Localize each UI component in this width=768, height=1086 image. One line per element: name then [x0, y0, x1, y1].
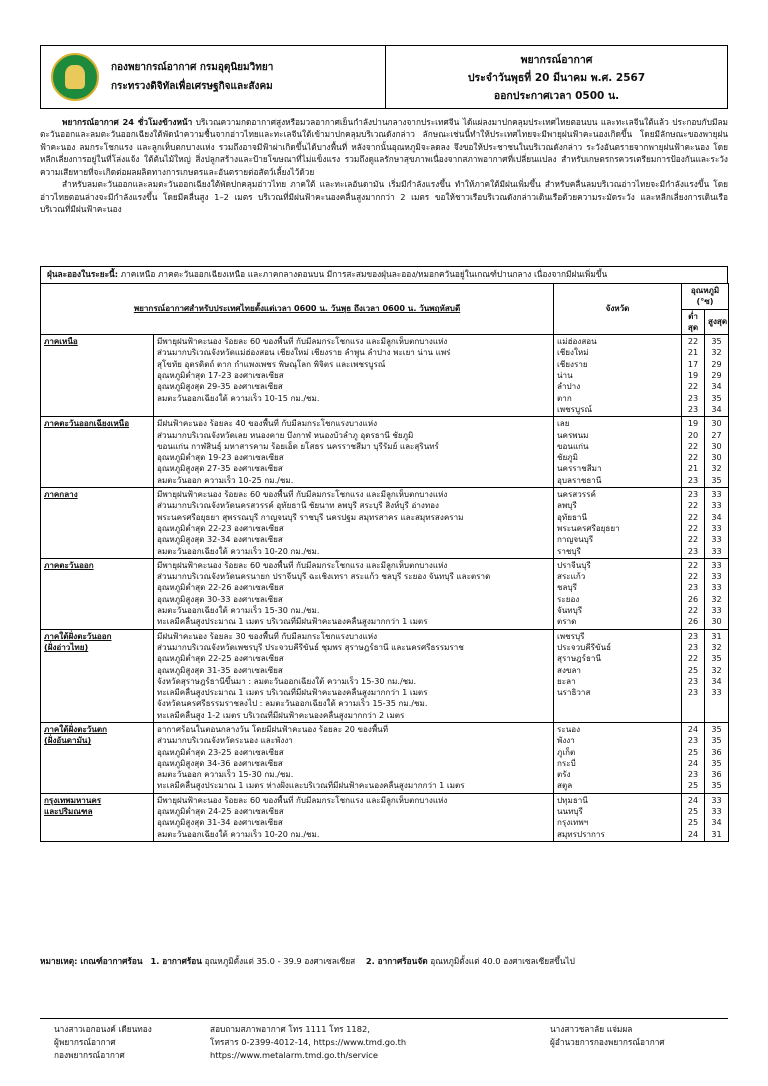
- min-temp-cell: [682, 335, 705, 417]
- region-forecast-line: อุณหภูมิสูงสุด 27-35 องศาเซลเซียส: [157, 463, 283, 474]
- doc-date: ประจำวันพุธที่ 20 มีนาคม พ.ศ. 2567: [467, 71, 646, 84]
- min-temp-cell-line: 22: [687, 381, 699, 392]
- province-list-line: สมุทรปราการ: [557, 828, 605, 839]
- province-list-line: ตราด: [557, 616, 577, 627]
- province-list: [554, 558, 682, 629]
- region-forecast-line: มีพายุฝนฟ้าคะนอง ร้อยละ 60 ของพื้นที่ กับมีลมกระโชกแรง และมีลูกเห็บตกบางแห่ง: [157, 489, 448, 500]
- max-temp-cell-line: 32: [711, 463, 722, 474]
- min-temp-cell-line: 23: [687, 735, 699, 746]
- min-temp-cell-line: 24: [687, 757, 699, 768]
- max-temp-cell-line: 34: [711, 675, 722, 686]
- province-list: [554, 488, 682, 559]
- max-temp-cell-line: 33: [711, 806, 722, 817]
- min-temp-cell-line: 24: [687, 828, 699, 839]
- min-temp-cell-line: 21: [687, 463, 699, 474]
- province-list-line: สุราษฎร์ธานี: [557, 653, 601, 664]
- forecaster-title: ผู้พยากรณ์อากาศ: [54, 1036, 116, 1047]
- region-forecast: [154, 335, 554, 417]
- region-forecast-line: อากาศร้อนในตอนกลางวัน โดยมีฝนฟ้าคะนอง ร้อยละ 20 ของพื้นที่: [157, 723, 389, 734]
- dust-text: ภาคเหนือ ภาคตะวันออกเฉียงเหนือ และภาคกลางตอนบน มีการสะสมของฝุ่นละออง/หมอกควันอยู่ในเกณฑ์ปานกลาง เนื่องจากมีฝนเพิ่มขึ้น: [118, 269, 608, 279]
- doc-issue-time: ออกประกาศเวลา 0500 น.: [493, 89, 620, 102]
- region-name-line: ภาคใต้ฝั่งตะวันตก: [44, 723, 108, 734]
- province-list-line: ลำปาง: [557, 381, 581, 392]
- min-temp-cell-line: 23: [687, 687, 699, 698]
- province-list-line: ขอนแก่น: [557, 440, 589, 451]
- max-temp-cell: [705, 488, 729, 559]
- region-name-line: ภาคกลาง: [44, 489, 78, 500]
- min-temp-cell-line: 22: [687, 559, 699, 570]
- region-forecast: [154, 722, 554, 793]
- min-temp-cell: [682, 558, 705, 629]
- region-forecast-line: ลมตะวันออก ความเร็ว 10-25 กม./ชม.: [157, 474, 294, 485]
- forecaster-signature-block: [40, 1019, 210, 1066]
- province-list-line: เลย: [557, 418, 570, 429]
- province-list-line: ราชบุรี: [557, 545, 581, 556]
- max-temp-cell: [705, 558, 729, 629]
- min-temp-cell-line: 19: [687, 370, 699, 381]
- region-row: [41, 417, 729, 488]
- province-list-line: ระยอง: [557, 593, 580, 604]
- min-temp-cell-line: 23: [687, 769, 699, 780]
- province-list-line: กรุงเทพฯ: [557, 817, 589, 828]
- region-name-line: ภาคเหนือ: [44, 336, 78, 347]
- province-list-line: สตูล: [557, 780, 573, 791]
- region-forecast: [154, 488, 554, 559]
- province-list-line: จันทบุรี: [557, 605, 583, 616]
- max-temp-cell-line: 30: [711, 418, 722, 429]
- region-row: [41, 488, 729, 559]
- max-temp-cell-line: 33: [711, 545, 722, 556]
- max-temp-cell-line: 35: [711, 336, 722, 347]
- region-forecast-line: ลมตะวันออกเฉียงใต้ ความเร็ว 15-30 กม./ชม.: [157, 605, 320, 616]
- min-temp-cell-line: 25: [687, 780, 699, 791]
- province-list-line: ภูเก็ต: [557, 746, 576, 757]
- min-temp-cell-line: 22: [687, 653, 699, 664]
- min-temp-cell-line: 25: [687, 664, 699, 675]
- region-row: [41, 722, 729, 793]
- min-temp-cell-line: 23: [687, 489, 699, 500]
- summary-paragraph-1: บริเวณความกดอากาศสูงหรือมวลอากาศเย็นกำลังปานกลางจากประเทศจีน ได้แผ่ลงมาปกคลุมประเทศไทยตอนบน และทะเลจีนใต้แล้ว ประกอบกับมีลมตะวันออกและลมตะวันออกเฉียงใต้พัดนำความชื้นจากอ่าวไทยและทะเลจีนใต้เข้ามาปกคลุมบริเวณดังกล่าว ลักษณะเช่นนี้ทำให้ประเทศไทยจะมีพายุฝนฟ้าคะนองเกิดขึ้น โดยมีลักษณะของพายุฝนฟ้าคะนอง ลมกระโชกแรง และลูกเห็บตกบางแห่ง รวมถึงอาจมีฟ้าผ่าเกิดขึ้นได้บางพื้นที่ หลังจากนั้นอุณหภูมิจะลดลง จึงขอให้ประชาชนในบริเวณดังกล่าว ระวังอันตรายจากพายุฝนฟ้าคะนอง โดยหลีกเลี่ยงการอยู่ในที่โล่งแจ้ง ใต้ต้นไม้ใหญ่ สิ่งปลูกสร้างและป้ายโฆษณาที่ไม่แข็งแรง รวมถึงดูแลรักษาสุขภาพเนื่องจากสภาพอากาศที่เปลี่ยนแปลง สำหรับเกษตรกรควรเตรียมการป้องกันและระวังความเสียหายที่จะเกิดต่อผลผลิตทางการเกษตรและอันตรายต่อสัตว์เลี้ยงไว้ด้วย: [40, 117, 728, 177]
- region-name: [41, 793, 154, 841]
- region-name-line: (ฝั่งอันดามัน): [44, 735, 92, 746]
- min-temp-cell-line: 25: [687, 817, 699, 828]
- region-name: [41, 722, 154, 793]
- province-list-line: ชัยภูมิ: [557, 452, 578, 463]
- region-forecast-line: อุณหภูมิสูงสุด 32-34 องศาเซลเซียส: [157, 534, 283, 545]
- province-list-line: ปราจีนบุรี: [557, 559, 591, 570]
- max-temp-cell: [705, 417, 729, 488]
- province-list-line: นครราชสีมา: [557, 463, 602, 474]
- region-forecast-line: พระนครศรีอยุธยา สุพรรณบุรี กาญจนบุรี ราชบุรี นครปฐม สมุทรสาคร และสมุทรสงคราม: [157, 511, 464, 522]
- region-forecast: [154, 417, 554, 488]
- province-list-line: พังงา: [557, 735, 575, 746]
- temperature-column-header: อุณหภูมิ (°ซ): [682, 284, 729, 310]
- region-forecast-line: ส่วนมากบริเวณจังหวัดแม่ฮ่องสอน เชียงใหม่ เชียงราย ลำพูน ลำปาง พะเยา น่าน แพร่: [157, 347, 451, 358]
- max-temp-cell-line: 32: [711, 641, 722, 652]
- min-temp-cell-line: 26: [687, 593, 699, 604]
- province-list-line: ตรัง: [557, 769, 571, 780]
- province-list: [554, 722, 682, 793]
- min-temp-cell: [682, 793, 705, 841]
- min-temp-cell-line: 19: [687, 418, 699, 429]
- note-very-hot-label: 2. อากาศร้อนจัด: [365, 956, 428, 966]
- max-temp-cell-line: 33: [711, 605, 722, 616]
- region-forecast-line: อุณหภูมิต่ำสุด 19-23 องศาเซลเซียส: [157, 452, 284, 463]
- province-list-line: เพชรบูรณ์: [557, 403, 592, 414]
- region-forecast-line: อุณหภูมิสูงสุด 31-34 องศาเซลเซียส: [157, 817, 283, 828]
- region-forecast: [154, 793, 554, 841]
- province-list-line: ปทุมธานี: [557, 794, 588, 805]
- min-temp-cell-line: 22: [687, 336, 699, 347]
- max-temp-cell: [705, 629, 729, 722]
- note-hot-label: 1. อากาศร้อน: [150, 956, 202, 966]
- min-temp-cell-line: 22: [687, 522, 699, 533]
- max-temp-cell-line: 34: [711, 403, 722, 414]
- region-name-line: กรุงเทพมหานคร: [44, 794, 102, 805]
- region-row: [41, 558, 729, 629]
- max-temp-cell-line: 36: [711, 769, 722, 780]
- max-temp-cell-line: 33: [711, 687, 722, 698]
- header-org-block: [41, 46, 386, 108]
- region-forecast-line: อุณหภูมิต่ำสุด 22-26 องศาเซลเซียส: [157, 582, 284, 593]
- max-temp-cell-line: 35: [711, 653, 722, 664]
- min-temp-cell-line: 22: [687, 605, 699, 616]
- region-forecast-line: ทะเลมีคลื่นสูงประมาณ 1 เมตร ห่างฝั่งและบริเวณที่มีฝนฟ้าคะนองคลื่นสูงมากกว่า 1 เมตร: [157, 780, 465, 791]
- region-name-line: ภาคใต้ฝั่งตะวันออก: [44, 630, 112, 641]
- region-forecast-line: ส่วนมากบริเวณจังหวัดระนอง และพังงา: [157, 735, 293, 746]
- header-title-block: [386, 46, 727, 108]
- min-temp-cell-line: 23: [687, 675, 699, 686]
- province-list-line: สงขลา: [557, 664, 581, 675]
- region-forecast-line: มีฝนฟ้าคะนอง ร้อยละ 40 ของพื้นที่ กับมีลมกระโชกแรงบางแห่ง: [157, 418, 378, 429]
- region-forecast-line: ลมตะวันออกเฉียงใต้ ความเร็ว 10-20 กม./ชม.: [157, 545, 320, 556]
- dust-notice: [40, 266, 728, 283]
- region-forecast-line: จังหวัดนครศรีธรรมราชลงไป : ลมตะวันออกเฉียงใต้ ความเร็ว 15-35 กม./ชม.: [157, 698, 428, 709]
- min-temp-cell-line: 23: [687, 392, 699, 403]
- min-temp-cell-line: 23: [687, 403, 699, 414]
- max-temp-cell-line: 35: [711, 392, 722, 403]
- province-list-line: เพชรบุรี: [557, 630, 585, 641]
- province-list: [554, 335, 682, 417]
- max-temp-cell-line: 35: [711, 474, 722, 485]
- max-temp-cell-line: 35: [711, 757, 722, 768]
- region-forecast-line: ส่วนมากบริเวณจังหวัดนครนายก ปราจีนบุรี ฉะเชิงเทรา สระแก้ว ชลบุรี ระยอง จันทบุรี และตราด: [157, 571, 491, 582]
- province-list: [554, 629, 682, 722]
- province-list-line: นครสวรรค์: [557, 489, 596, 500]
- region-forecast-line: จังหวัดสุราษฎร์ธานีขึ้นมา : ลมตะวันออกเฉียงใต้ ความเร็ว 15-30 กม./ชม.: [157, 675, 417, 686]
- summary-lead: พยากรณ์อากาศ 24 ชั่วโมงข้างหน้า: [62, 117, 193, 127]
- min-temp-cell-line: 22: [687, 534, 699, 545]
- region-row: [41, 629, 729, 722]
- min-temp-cell-line: 23: [687, 582, 699, 593]
- region-forecast-line: ส่วนมากบริเวณจังหวัดนครสวรรค์ อุทัยธานี ชัยนาท ลพบุรี สระบุรี สิงห์บุรี อ่างทอง: [157, 500, 439, 511]
- min-temp-cell-line: 24: [687, 794, 699, 805]
- max-temp-cell-line: 31: [711, 630, 722, 641]
- contact-phone: สอบถามสภาพอากาศ โทร 1111 โทร 1182,: [210, 1024, 370, 1034]
- region-forecast-line: มีพายุฝนฟ้าคะนอง ร้อยละ 60 ของพื้นที่ กับมีลมกระโชกแรง และมีลูกเห็บตกบางแห่ง: [157, 336, 448, 347]
- region-name-line: ภาคตะวันออก: [44, 559, 94, 570]
- province-list-line: นนทบุรี: [557, 806, 583, 817]
- min-temp-cell-line: 24: [687, 723, 699, 734]
- region-forecast-line: มีพายุฝนฟ้าคะนอง ร้อยละ 60 ของพื้นที่ กับมีลมกระโชกแรง และมีลูกเห็บตกบางแห่ง: [157, 559, 448, 570]
- min-temp-cell-line: 20: [687, 429, 699, 440]
- province-list-line: เชียงใหม่: [557, 347, 589, 358]
- max-temp-cell-line: 34: [711, 381, 722, 392]
- max-temp-cell-line: 33: [711, 582, 722, 593]
- max-temp-cell-line: 33: [711, 500, 722, 511]
- document-footer: [40, 1018, 728, 1066]
- max-temp-header: สูงสุด: [705, 309, 729, 335]
- region-forecast-line: ทะเลมีคลื่นสูง 1-2 เมตร บริเวณที่มีฝนฟ้าคะนองคลื่นสูงมากกว่า 2 เมตร: [157, 709, 405, 720]
- province-list-line: นครพนม: [557, 429, 589, 440]
- max-temp-cell: [705, 335, 729, 417]
- province-list-line: อุบลราชธานี: [557, 474, 602, 485]
- province-list-line: อุทัยธานี: [557, 511, 587, 522]
- region-name: [41, 335, 154, 417]
- region-row: [41, 793, 729, 841]
- province-list-line: ตาก: [557, 392, 572, 403]
- max-temp-cell-line: 35: [711, 735, 722, 746]
- director-name: นางสาวชลาลัย แจ่มผล: [550, 1024, 633, 1034]
- province-list-line: สระแก้ว: [557, 571, 586, 582]
- region-forecast-line: ทะเลมีคลื่นสูงประมาณ 1 เมตร บริเวณที่มีฝนฟ้าคะนองคลื่นสูงมากกว่า 1 เมตร: [157, 687, 428, 698]
- min-temp-cell-line: 25: [687, 806, 699, 817]
- min-temp-cell-line: 22: [687, 500, 699, 511]
- region-forecast-line: ขอนแก่น กาฬสินธุ์ มหาสารคาม ร้อยเอ็ด ยโสธร นครราชสีมา บุรีรัมย์ และสุรินทร์: [157, 440, 439, 451]
- regional-forecast-table: [40, 283, 729, 842]
- region-forecast-line: อุณหภูมิสูงสุด 31-35 องศาเซลเซียส: [157, 664, 283, 675]
- province-list-line: แม่ฮ่องสอน: [557, 336, 597, 347]
- min-temp-cell: [682, 722, 705, 793]
- min-temp-cell-line: 17: [687, 358, 699, 369]
- min-temp-cell-line: 23: [687, 474, 699, 485]
- min-temp-cell: [682, 417, 705, 488]
- note-very-hot-value: อุณหภูมิตั้งแต่ 40.0 องศาเซลเซียสขึ้นไป: [427, 956, 575, 966]
- max-temp-cell-line: 31: [711, 828, 722, 839]
- region-forecast-line: ลมตะวันออกเฉียงใต้ ความเร็ว 10-20 กม./ชม.: [157, 828, 320, 839]
- region-forecast-line: ส่วนมากบริเวณจังหวัดเลย หนองคาย บึงกาฬ หนองบัวลำภู อุดรธานี ชัยภูมิ: [157, 429, 414, 440]
- document-header: [40, 45, 728, 109]
- region-name-line: ภาคตะวันออกเฉียงเหนือ: [44, 418, 130, 429]
- org-line-1: กองพยากรณ์อากาศ กรมอุตุนิยมวิทยา: [111, 62, 274, 73]
- department-seal-logo: [51, 53, 99, 101]
- org-line-2: กระทรวงดิจิทัลเพื่อเศรษฐกิจและสังคม: [111, 81, 273, 92]
- min-temp-cell-line: 22: [687, 511, 699, 522]
- region-forecast-line: อุณหภูมิสูงสุด 29-35 องศาเซลเซียส: [157, 381, 283, 392]
- max-temp-cell-line: 29: [711, 358, 722, 369]
- max-temp-cell-line: 34: [711, 817, 722, 828]
- region-forecast-line: อุณหภูมิต่ำสุด 17-23 องศาเซลเซียส: [157, 370, 284, 381]
- max-temp-cell-line: 36: [711, 746, 722, 757]
- max-temp-cell-line: 35: [711, 723, 722, 734]
- province-list-line: ชลบุรี: [557, 582, 577, 593]
- org-names: [111, 58, 273, 96]
- max-temp-cell: [705, 793, 729, 841]
- min-temp-cell-line: 21: [687, 347, 699, 358]
- province-list-line: ยะลา: [557, 675, 576, 686]
- max-temp-cell-line: 35: [711, 780, 722, 791]
- min-temp-cell-line: 23: [687, 641, 699, 652]
- summary-paragraph-2: สำหรับลมตะวันออกและลมตะวันออกเฉียงใต้พัดปกคลุมอ่าวไทย ภาคใต้ และทะเลอันดามัน เริ่มมีกำลังแรงขึ้น ทำให้ภาคใต้มีฝนเพิ่มขึ้น สำหรับคลื่นลมบริเวณอ่าวไทยจะมีกำลังแรงขึ้น โดยอ่าวไทยตอนล่างจะมีกำลังแรงขึ้น โดยมีคลื่นสูง 1–2 เมตร บริเวณที่มีฝนฟ้าคะนองคลื่นสูงมากกว่า 2 เมตร ขอให้ชาวเรือบริเวณดังกล่าวเดินเรือด้วยความระมัดระวัง และหลีกเลี่ยงการเดินเรือบริเวณที่มีฝนฟ้าคะนอง: [40, 179, 728, 215]
- contact-service-link[interactable]: https://www.metalarm.tmd.go.th/service: [210, 1049, 378, 1060]
- province-list: [554, 793, 682, 841]
- region-forecast-line: ลมตะวันออก ความเร็ว 15-30 กม./ชม.: [157, 769, 294, 780]
- table-header-row: [41, 284, 729, 310]
- region-forecast-line: ส่วนมากบริเวณจังหวัดเพชรบุรี ประจวบคีรีขันธ์ ชุมพร สุราษฎร์ธานี และนครศรีธรรมราช: [157, 641, 464, 652]
- heat-criteria-note: [40, 956, 728, 966]
- contact-block: [210, 1019, 510, 1066]
- max-temp-cell-line: 33: [711, 534, 722, 545]
- min-temp-header: ต่ำสุด: [682, 309, 705, 335]
- region-forecast: [154, 558, 554, 629]
- province-list-line: กระบี่: [557, 757, 576, 768]
- region-forecast-line: อุณหภูมิต่ำสุด 22-23 องศาเซลเซียส: [157, 522, 284, 533]
- region-forecast-line: อุณหภูมิสูงสุด 30-33 องศาเซลเซียส: [157, 593, 283, 604]
- contact-fax-web[interactable]: โทรสาร 0-2399-4012-14, https://www.tmd.go.th: [210, 1036, 407, 1047]
- forecast-summary: [40, 116, 728, 216]
- province-list-line: ระนอง: [557, 723, 581, 734]
- max-temp-cell-line: 32: [711, 664, 722, 675]
- min-temp-cell-line: 26: [687, 616, 699, 627]
- region-name-line: และปริมณฑล: [44, 806, 93, 817]
- max-temp-cell-line: 33: [711, 571, 722, 582]
- min-temp-cell-line: 22: [687, 571, 699, 582]
- province-list: [554, 417, 682, 488]
- region-name: [41, 558, 154, 629]
- province-list-line: ลพบุรี: [557, 500, 577, 511]
- min-temp-cell-line: 23: [687, 630, 699, 641]
- region-forecast-line: ทะเลมีคลื่นสูงประมาณ 1 เมตร บริเวณที่มีฝนฟ้าคะนองคลื่นสูงมากกว่า 1 เมตร: [157, 616, 428, 627]
- dust-label: ฝุ่นละอองในระยะนี้:: [47, 269, 119, 279]
- region-forecast-line: ลมตะวันออกเฉียงใต้ ความเร็ว 10-15 กม./ชม.: [157, 392, 320, 403]
- max-temp-cell-line: 33: [711, 489, 722, 500]
- province-list-line: นราธิวาส: [557, 687, 591, 698]
- max-temp-cell: [705, 722, 729, 793]
- max-temp-cell-line: 29: [711, 370, 722, 381]
- province-list-line: พระนครศรีอยุธยา: [557, 522, 620, 533]
- max-temp-cell-line: 33: [711, 559, 722, 570]
- min-temp-cell-line: 25: [687, 746, 699, 757]
- min-temp-cell: [682, 488, 705, 559]
- director-signature-block: [510, 1019, 728, 1066]
- region-name-line: (ฝั่งอ่าวไทย): [44, 641, 89, 652]
- region-row: [41, 335, 729, 417]
- region-name: [41, 629, 154, 722]
- forecaster-division: กองพยากรณ์อากาศ: [54, 1049, 125, 1060]
- province-list-line: ประจวบคีรีขันธ์: [557, 641, 612, 652]
- max-temp-cell-line: 30: [711, 452, 722, 463]
- forecaster-name: นางสาวเอกอนงค์ เดียนทอง: [54, 1024, 152, 1034]
- max-temp-cell-line: 30: [711, 616, 722, 627]
- region-forecast-line: สุโขทัย อุตรดิตถ์ ตาก กำแพงเพชร พิษณุโลก พิจิตร และเพชรบูรณ์: [157, 358, 386, 369]
- region-forecast-line: มีพายุฝนฟ้าคะนอง ร้อยละ 60 ของพื้นที่ กับมีลมกระโชกแรง และมีลูกเห็บตกบางแห่ง: [157, 794, 448, 805]
- max-temp-cell-line: 33: [711, 794, 722, 805]
- region-forecast-line: อุณหภูมิต่ำสุด 23-25 องศาเซลเซียส: [157, 746, 284, 757]
- min-temp-cell: [682, 629, 705, 722]
- director-title: ผู้อำนวยการกองพยากรณ์อากาศ: [550, 1036, 665, 1047]
- min-temp-cell-line: 22: [687, 440, 699, 451]
- max-temp-cell-line: 33: [711, 522, 722, 533]
- province-column-header: จังหวัด: [554, 284, 682, 335]
- min-temp-cell-line: 23: [687, 545, 699, 556]
- max-temp-cell-line: 27: [711, 429, 722, 440]
- province-list-line: น่าน: [557, 370, 573, 381]
- doc-title: พยากรณ์อากาศ: [520, 54, 593, 66]
- province-list-line: กาญจนบุรี: [557, 534, 594, 545]
- max-temp-cell-line: 32: [711, 347, 722, 358]
- forecast-column-header: พยากรณ์อากาศสำหรับประเทศไทยตั้งแต่เวลา 0600 น. วันพุธ ถึงเวลา 0600 น. วันพฤหัสบดี: [41, 284, 554, 335]
- region-forecast-line: อุณหภูมิต่ำสุด 22-25 องศาเซลเซียส: [157, 653, 284, 664]
- region-name: [41, 417, 154, 488]
- max-temp-cell-line: 32: [711, 593, 722, 604]
- note-hot-value: อุณหภูมิตั้งแต่ 35.0 - 39.9 องศาเซลเซียส: [201, 956, 356, 966]
- region-name: [41, 488, 154, 559]
- region-forecast-line: อุณหภูมิสูงสุด 34-36 องศาเซลเซียส: [157, 757, 283, 768]
- province-list-line: เชียงราย: [557, 358, 588, 369]
- region-forecast-line: อุณหภูมิต่ำสุด 24-25 องศาเซลเซียส: [157, 806, 284, 817]
- note-label: หมายเหตุ: เกณฑ์อากาศร้อน: [40, 956, 143, 966]
- min-temp-cell-line: 22: [687, 452, 699, 463]
- region-forecast-line: มีฝนฟ้าคะนอง ร้อยละ 30 ของพื้นที่ กับมีลมกระโชกแรงบางแห่ง: [157, 630, 378, 641]
- region-forecast: [154, 629, 554, 722]
- max-temp-cell-line: 34: [711, 511, 722, 522]
- max-temp-cell-line: 30: [711, 440, 722, 451]
